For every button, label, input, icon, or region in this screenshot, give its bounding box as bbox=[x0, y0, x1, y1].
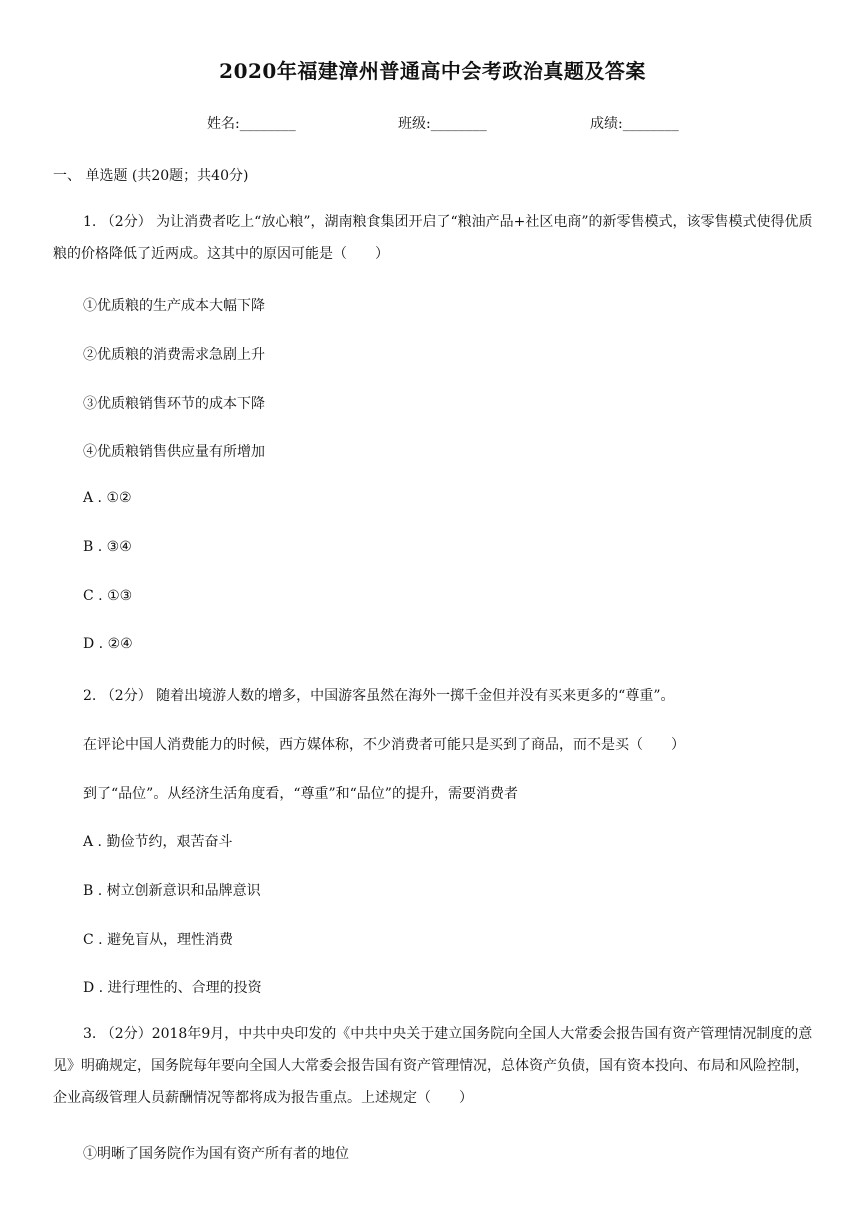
question-1-statement-4: ④优质粮销售供应量有所增加 bbox=[83, 444, 265, 460]
question-3-stem: 3. （2分）2018年9月，中共中央印发的《中共中央关于建立国务院向全国人大常委会报告国有资产管理情况制度的意见》明确规定，国务院每年要向全国人大常委会报告国有资产管理情况，总体资产负债，国有资本投向、布局和风险控制，企业高级管理人员薪酬情况等都将成为报告重点。上述规定（ ） bbox=[53, 1026, 813, 1106]
question-1-option-c: C . ①③ bbox=[83, 588, 133, 604]
question-1-statement-1: ①优质粮的生产成本大幅下降 bbox=[83, 298, 265, 314]
question-2-option-c: C . 避免盲从，理性消费 bbox=[83, 932, 234, 948]
document-title: 2020年福建漳州普通高中会考政治真题及答案 bbox=[219, 59, 646, 83]
question-2-option-d: D . 进行理性的、合理的投资 bbox=[83, 980, 262, 996]
question-3-statement-1: ①明晰了国务院作为国有资产所有者的地位 bbox=[83, 1146, 349, 1162]
question-2-line-1: 2. （2分） 随着出境游人数的增多，中国游客虽然在海外一掷千金但并没有买来更多的“尊重”。 bbox=[83, 688, 675, 704]
question-2-line-3: 到了“品位”。从经济生活角度看，“尊重”和“品位”的提升，需要消费者 bbox=[83, 786, 518, 802]
question-2-option-b: B . 树立创新意识和品牌意识 bbox=[83, 883, 261, 899]
class-field: 班级:________ bbox=[398, 116, 487, 132]
question-1-stem: 1. （2分） 为让消费者吃上“放心粮”，湖南粮食集团开启了“粮油产品+社区电商”的新零售模式，该零售模式使得优质粮的价格降低了近两成。这其中的原因可能是（ ） bbox=[53, 214, 813, 262]
question-2-option-a: A . 勤俭节约，艰苦奋斗 bbox=[83, 834, 233, 850]
question-1-option-b: B . ③④ bbox=[83, 539, 132, 555]
question-1-option-d: D . ②④ bbox=[83, 636, 133, 652]
section-heading: 一、 单选题 (共20题；共40分) bbox=[53, 168, 249, 184]
score-field: 成绩:________ bbox=[590, 116, 679, 132]
question-1-statement-2: ②优质粮的消费需求急剧上升 bbox=[83, 347, 265, 363]
question-1-statement-3: ③优质粮销售环节的成本下降 bbox=[83, 396, 265, 412]
name-field: 姓名:________ bbox=[207, 116, 296, 132]
question-1-option-a: A . ①② bbox=[83, 490, 132, 506]
question-2-line-2: 在评论中国人消费能力的时候，西方媒体称，不少消费者可能只是买到了商品，而不是买（ ） bbox=[83, 737, 685, 753]
